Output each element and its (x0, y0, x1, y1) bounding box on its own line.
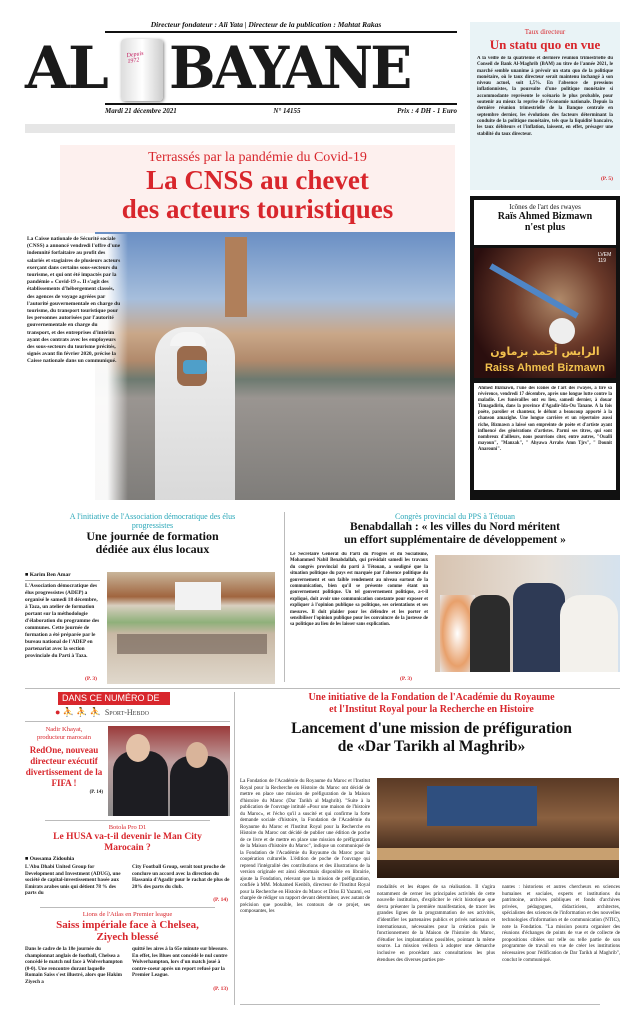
saiss-title-1[interactable]: Saiss impériale face à Chelsea, (56, 918, 199, 931)
sport-brand: Sport-Hebdo (104, 707, 150, 717)
dar-col-1: La Fondation de l'Académie du Royaume du Maroc et l'Institut Royal pour la Recherche en Histoire du Maroc ont décidé de mettre en place une mission de préfiguration de la Maison d'histoire du Maroc (Dar Tarikh al Maghrib). "Suite à la publication de l'ouvrage intitulé «Pour une maison de l'histoire du Maroc», et l'écho qu'il a suscité et qui confirme la forte demande sociale d'histoire, la Fondation de l'Académie du Royaume du Maroc et l'Institut Royal pour la Recherche en Histoire du Maroc ont décidé de publier une édition de poche de ce livre et de mettre en place une mission de préfiguration de la Maison d'histoire du Maroc", indique un communiqué de la Fondation de l'Académie du Royaume du Maroc pour la coopération culturelle. L'édition de poche de l'ouvrage qui reprend l'intégralité des contributions et des illustrations de la version originale est ainsi désormais disponible en librairie, ajoute la Fondation, relevant que la mission de préfiguration, confiée à MM. Mohamed Kenbib, directeur de l'Institut Royal pour la Recherche en Histoire du Maroc et Driss El Yazami, est chargée de rédiger un rapport devant déterminer, avec autant de précision que possible, les contours de ce projet, ses composantes, les (240, 778, 370, 914)
lead-headline-box (60, 145, 455, 233)
adep-title-1[interactable]: Une journée de formation (86, 529, 219, 543)
issue-price: Prix : 4 DH - 1 Euro (397, 107, 457, 115)
husa-title[interactable]: Le HUSA va-t-il devenir le Man City Marocain ? (53, 832, 202, 853)
masthead-directors: Directeur fondateur : Ali Yata | Directeur de la publication : Mahtat Rakas (150, 20, 382, 29)
bizmawn-album-cover (474, 248, 616, 378)
pps-ref[interactable]: (P. 3) (400, 676, 413, 682)
dar-kicker-2: et l'Institut Royal pour la Recherche en Histoire (329, 704, 534, 715)
adep-photo-meeting (107, 572, 275, 684)
adep-ref[interactable]: (P. 3) (85, 676, 98, 682)
masthead-title-left: AL (25, 34, 107, 102)
masthead-divider (25, 124, 455, 133)
dar-title-2[interactable]: de «Dar Tarikh al Maghrib» (337, 738, 526, 755)
cover-arabic: الرايس أحمد بزماون (490, 345, 600, 358)
taux-box (470, 22, 620, 190)
scroll-logo (121, 39, 163, 101)
taux-title: Un statu quo en vue (489, 37, 601, 52)
issue-date: Mardi 21 décembre 2021 (105, 107, 177, 115)
masthead-title-right: BAYANE (169, 34, 410, 102)
redone-ref[interactable]: (P. 14) (89, 790, 103, 795)
adep-kicker: A l'initiative de l'Association démocratique des élus progressistes (69, 512, 236, 530)
saiss-kicker: Lions de l'Atlas en Premier league (82, 910, 173, 918)
taux-body: A la veille de la quatrième et dernière réunion trimestrielle du Conseil de Bank Al-Maghrib (BAM) au titre de l'année 2021, le marché semble unanime à prévoir un statu quo de la politique monétaire, où le taux directeur serait maintenu inchangé à son niveau actuel, soit 1,5%. En l'absence de pressions inflationnistes, la poursuite d'une politique monétaire si accommodante représente le scénario le plus probable, pour soutenir au mieux la reprise de l'économie nationale. Depuis la dernière réunion trimestrielle de la Banque centrale en septembre dernier, les évolutions des facteurs déterminant la conduite de la politique monétaire, tels que la liquidité bancaire, les taux débiteurs et l'inflation, laissent, en effet, présager une stabilité du taux directeur. (477, 56, 613, 137)
dar-col-2: modalités et les étapes de sa réalisation. Il s'agira notamment de cerner les principales activités de cette nouvelle institution, d'expliciter le récit historique que devra présenter la première manifestation, de tracer les grandes lignes de la programmation de ses activités, d'identifier les partenaires publics et privés nationaux et internationaux, nécessaires pour la création puis le fonctionnement de la Maison de l'histoire du Maroc, d'étudier les implantations possibles, pointant la même source. La mission veillera à adopter une démarche inclusive en procédant aux consultations les plus étendues des diverses parties pre- (377, 884, 495, 963)
dar-col-3: nantes : historiens et autres chercheurs en sciences humaines et sociales, experts et institutions du patrimoine, archives publiques et fonds d'archives privées, pédagogues, didacticiens, architectes, spécialistes des sciences de l'information et des nouvelles technologies d'information et de communication (NTIC), note la Fondation. "La mission pourra organiser des réunions d'échanges de points de vue et de collecte de propositions ciblées sur telle ou telle partie de son programme de travail en vue de créer les institutions nécessaires pour l'édification de Dar Tarikh al Maghrib", conclut le communiqué. (502, 884, 620, 963)
pps-article (290, 512, 620, 684)
redone-title[interactable]: RedOne, nouveau directeur exécutif divertissement de la FIFA ! (25, 745, 103, 788)
taux-kicker: Taux directeur (524, 28, 566, 36)
section-divider (25, 688, 620, 689)
scroll-text: Depuis 1972 (126, 50, 144, 66)
pps-title-2[interactable]: un effort supplémentaire de développement » (344, 534, 566, 546)
husa-col-1: L'Abu Dhabi United Group for Development and Investment (ADUG), une société de capital-investissement basée aux Emirats arabes unis qui détient 78 % des parts du (25, 864, 121, 897)
lead-title-2[interactable]: des acteurs touristiques (121, 194, 394, 224)
redone-photo (108, 726, 230, 816)
adep-title-2[interactable]: dédiée aux élus locaux (95, 542, 210, 556)
masthead (25, 20, 457, 125)
taux-ref[interactable]: (P. 5) (600, 176, 613, 182)
pps-body: Le Secrétaire Général du Parti du Progrès et du Socialisme, Mohammed Nabil Benabdallah, qui présidait samedi les travaux du congrès provincial du parti à Tétouan, a souligné que la situation politique du pays est marquée par l'absence politique du gouvernement et son faible rendement au niveau surtout de la communication, bien qu'il se présente comme étant un gouvernement politique. Un tel gouvernement politique, a-t-il expliqué, doit avoir une communication constante pour exposer et expliquer à l'opinion publique sa politique, ses orientations et ses mesures. Il doit plaider pour les défendre et les porter et sensibiliser l'opinion publique pour les convaincre de la justesse de sa politique au lieu de les laisser sans explication. (290, 552, 428, 628)
bizmawn-body: Ahmed Bizmawn, l'une des icônes de l'art des rwayes, a tiré sa révérence, vendredi 17 décembre, après une longue lutte contre la maladie. Les funérailles ont eu lieu, samedi dernier, à douar Timagadirin, dans la province d'Agadir-Ida-Ou Tanane. A la fois poète, parolier et chanteur, le défunt a beaucoup apporté à la chanson amazighe. Une longue carrière et un répertoire aussi riche, Bizmawn a laissé son empreinte de poète et d'artiste ayant influencé des générations d'artistes. Parmi ses titres, qui sont nombreux d'ailleurs, nous pourrions citer, entre autres, "Oualli mayoun", "Manzak", " Ahyawa Arrahs Amn Tjrs", " Dounit Anarouni". (478, 386, 612, 452)
adep-article (25, 512, 280, 684)
adep-author: ■ Karim Ben Amar (25, 572, 71, 578)
husa-kicker: Botola Pro D1 (108, 824, 147, 831)
lead-kicker: Terrassés par la pandémie du Covid-19 (148, 150, 367, 165)
husa-col-2: City Football Group, serait tout proche de conclure un accord avec la direction du Hassania d'Agadir pour le rachat de plus de 20% des parts du club. (132, 864, 230, 890)
bizmawn-kicker: Icônes de l'art des rwayes (509, 203, 581, 211)
column-divider (234, 692, 235, 1005)
lead-body: La Caisse nationale de Sécurité sociale (CNSS) a annoncé vendredi l'offre d'une indemnité forfaitaire au profit des salariés et stagiaires de plusieurs acteurs exerçant dans certains sous-secteurs du tourisme, et qui ont été impactés par la pandémie « Covid-19 ». Il s'agit des établissements d'hébergement classés, des agences de voyage agréées par l'autorité gouvernementale en charge du tourisme, du transport touristique pour les personnes autorisées par l'autorité gouvernementale en charge du transport, et des entreprises d'intérim ayant des contrats avec les employeurs des sous-secteurs du tourisme précités, signés avant fin février 2020, précise la Caisse nationale dans un communiqué. (27, 236, 121, 365)
redone-kicker-2: producteur marocain (37, 734, 91, 741)
cover-label: LVEM 119 (598, 252, 612, 264)
husa-ref[interactable]: (P. 14) (213, 896, 228, 903)
column-divider (284, 512, 285, 682)
bizmawn-box (470, 196, 620, 500)
dar-title-1[interactable]: Lancement d'une mission de préfiguration (291, 720, 572, 737)
pps-title-1[interactable]: Benabdallah : « les villes du Nord méritent (350, 521, 560, 533)
lead-text-column (25, 234, 128, 500)
sport-banner: DANS CE NUMÉRO DE (58, 692, 170, 705)
pps-photo-congress (435, 555, 620, 672)
saiss-col-2: quitté les aires à la 65e minute sur blessure. En effet, les Blues ont concédé le nul contre Wolverhampton, lors d'un match joué à contre-coeur après un report refusé par la Premier League. (132, 945, 228, 979)
saiss-col-1: Dans le cadre de la 18e journée du championnat anglais de football, Chelsea a concédé le match nul face à Wolverhampton (0-0). Une rencontre durant laquelle Romain Saiss s'est illustré, alors que Hakim Ziyech a (25, 945, 123, 985)
pps-kicker: Congrès provincial du PPS à Tétouan (394, 512, 516, 521)
dar-kicker-1: Une initiative de la Fondation de l'Académie du Royaume (308, 692, 555, 703)
husa-author: ■ Oussama Zidouhia (25, 856, 75, 862)
issue-number: N° 14155 (273, 107, 301, 115)
bizmawn-title-2[interactable]: n'est plus (524, 222, 566, 233)
saiss-title-2[interactable]: Ziyech blessé (96, 930, 159, 943)
lead-title-1[interactable]: La CNSS au chevet (146, 165, 369, 195)
dar-photo-conference (377, 778, 619, 878)
adep-body: L'Association démocratique des élus progressistes (ADEP) a organisé le samedi 18 décembre, à Taza, un atelier de formation portant sur la méthodologie d'élaboration du programme des communes. Cette journée de formation a été préparée par le bureau national de l'ADEP en partenariat avec la section provinciale du Parti à Taza. (25, 583, 100, 659)
cover-latin: Raiss Ahmed Bizmawn (484, 362, 605, 374)
bizmawn-title-1[interactable]: Raïs Ahmed Bizmawn (497, 211, 593, 222)
sport-pictograms-icon: ● ⛹ ⛹ ⛹ (55, 706, 101, 717)
saiss-ref[interactable]: (P. 13) (213, 985, 228, 992)
sport-hebdo-column (25, 692, 230, 1024)
redone-kicker-1: Nadir Khayat, (45, 726, 83, 733)
lead-photo-marketplace (95, 232, 455, 500)
dar-tarikh-article (240, 692, 623, 1024)
